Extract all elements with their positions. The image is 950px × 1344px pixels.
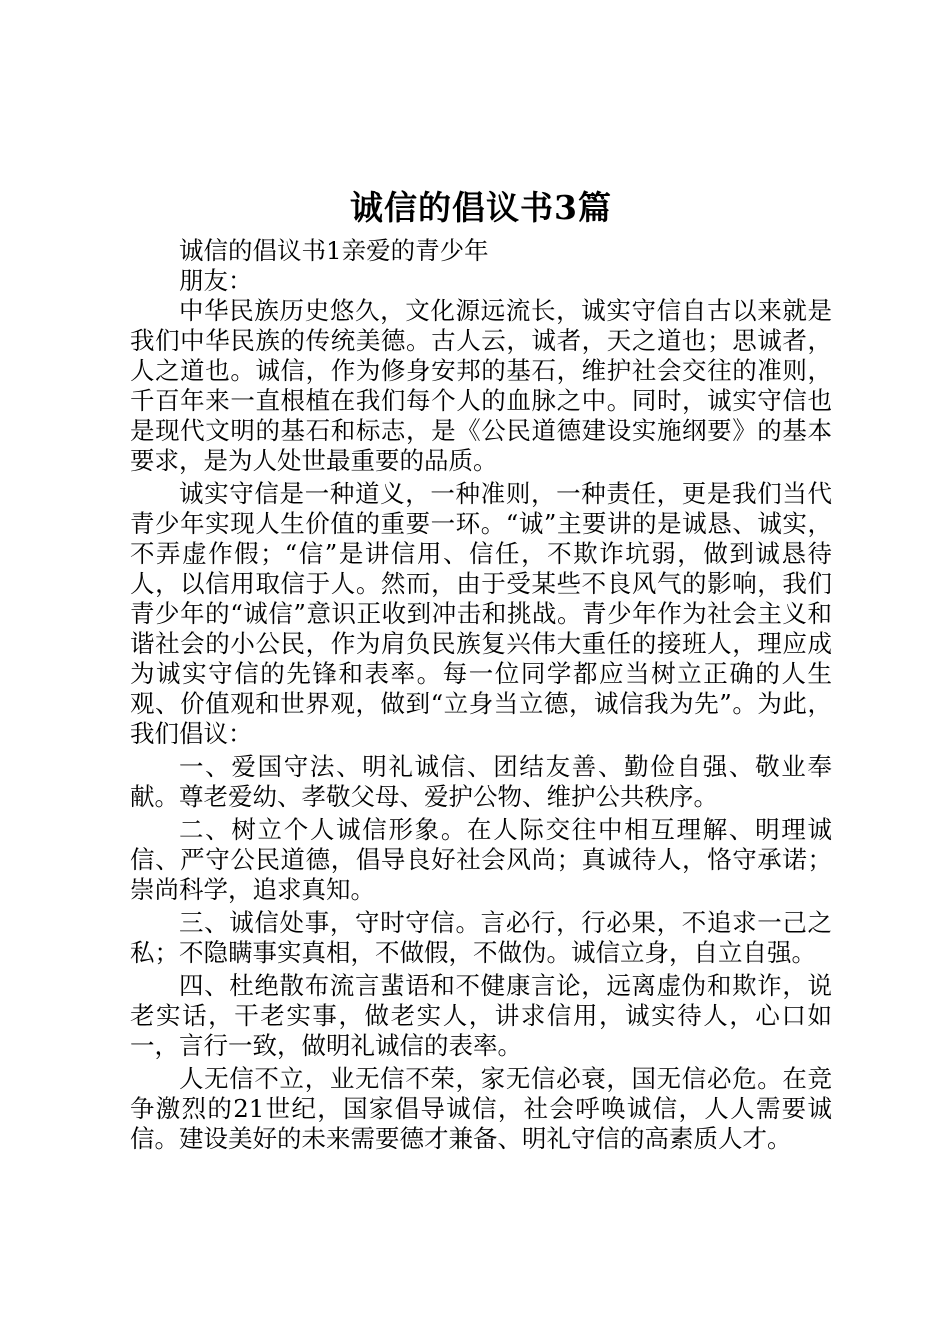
paragraph-4: 二、树立个人诚信形象。在人际交往中相互理解、明理诚信、严守公民道德，倡导良好社会风尚；真诚待人，恪守承诺；崇尚科学，追求真知。 [130,815,832,904]
intro-line-salutation: 诚信的倡议书1亲爱的青少年 [179,236,489,265]
document-page [130,180,832,1157]
paragraph-7: 人无信不立，业无信不荣，家无信必衰，国无信必危。在竞争激烈的21世纪，国家倡导诚信，社会呼唤诚信，人人需要诚信。建设美好的未来需要德才兼备、明礼守信的高素质人才。 [130,1064,832,1153]
paragraph-3: 一、爱国守法、明礼诚信、团结友善、勤俭自强、敬业奉献。尊老爱幼、孝敬父母、爱护公物、维护公共秩序。 [130,752,832,811]
intro-line-recipient: 朋友： [179,266,253,295]
paragraph-5: 三、诚信处事，守时守信。言必行，行必果，不追求一己之私；不隐瞒事实真相，不做假，不做伪。诚信立身，自立自强。 [130,908,832,967]
document-title: 诚信的倡议书3篇 [350,188,612,227]
paragraph-1: 中华民族历史悠久，文化源远流长，诚实守信自古以来就是我们中华民族的传统美德。古人云，诚者，天之道也；思诚者，人之道也。诚信，作为修身安邦的基石，维护社会交往的准则，千百年来一直根植在我们每个人的血脉之中。同时，诚实守信也是现代文明的基石和标志，是《公民道德建设实施纲要》的基本要求，是为人处世最重要的品质。 [130,296,832,475]
paragraph-6: 四、杜绝散布流言蜚语和不健康言论，远离虚伪和欺诈，说老实话，干老实事，做老实人，讲求信用，诚实待人，心口如一，言行一致，做明礼诚信的表率。 [130,971,832,1060]
paragraph-2: 诚实守信是一种道义，一种准则，一种责任，更是我们当代青少年实现人生价值的重要一环。“诚”主要讲的是诚恳、诚实，不弄虚作假；“信”是讲信用、信任，不欺诈坑弱，做到诚恳待人，以信用取信于人。然而，由于受某些不良风气的影响，我们青少年的“诚信”意识正收到冲击和挑战。青少年作为社会主义和谐社会的小公民，作为肩负民族复兴伟大重任的接班人，理应成为诚实守信的先锋和表率。每一位同学都应当树立正确的人生观、价值观和世界观，做到“立身当立德，诚信我为先”。为此，我们倡议： [130,479,832,748]
